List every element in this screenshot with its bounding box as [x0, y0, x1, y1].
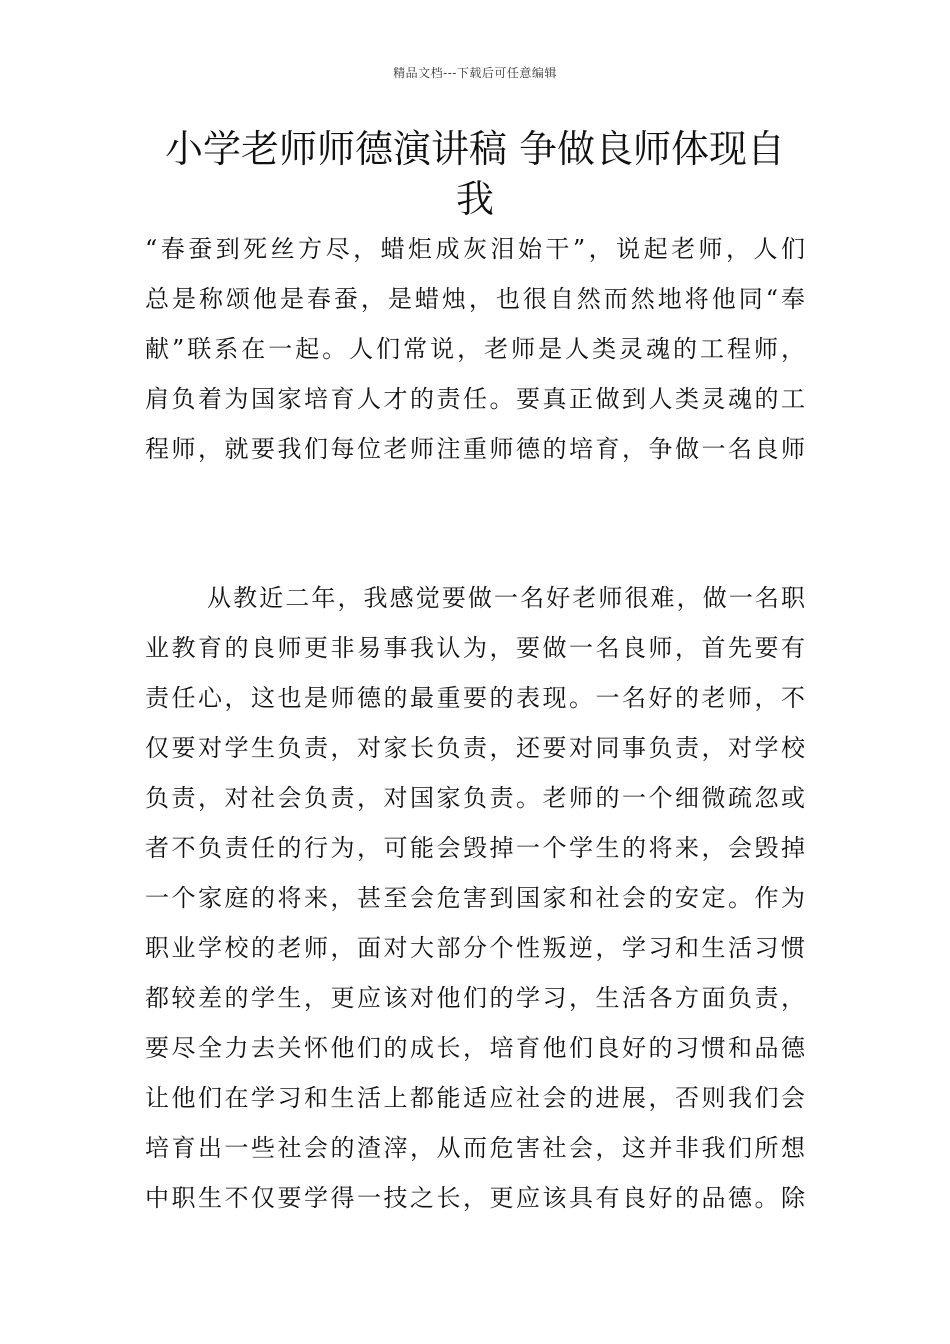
paragraph-line: 从教近二年，我感觉要做一名好老师很难，做一名职: [207, 584, 805, 612]
title-line-1: 小学老师师德演讲稿 争做良师体现自: [164, 127, 786, 171]
paragraph-line: “春蚕到死丝方尽，蜡炬成灰泪始干”，说起老师，人们: [145, 235, 805, 263]
paragraph-line: 要尽全力去关怀他们的成长，培育他们良好的习惯和品德: [145, 1034, 805, 1062]
paragraph-line: 让他们在学习和生活上都能适应社会的进展，否则我们会: [145, 1084, 805, 1112]
paragraph-line: 一个家庭的将来，甚至会危害到国家和社会的安定。作为: [145, 884, 805, 912]
paragraph-line: 都较差的学生，更应该对他们的学习，生活各方面负责，: [145, 984, 805, 1012]
paragraph-line: 业教育的良师更非易事我认为，要做一名良师，首先要有: [145, 634, 805, 662]
paragraph-line: 献”联系在一起。人们常说，老师是人类灵魂的工程师，: [145, 335, 805, 363]
paragraph-1: [145, 224, 805, 474]
page-header: 精品文档---下载后可任意编辑: [393, 66, 557, 80]
paragraph-line: 培育出一些社会的渣滓，从而危害社会，这并非我们所想: [145, 1134, 805, 1162]
paragraph-line: 责任心，这也是师德的最重要的表现。一名好的老师，不: [145, 684, 805, 712]
paragraph-line: 负责，对社会负责，对国家负责。老师的一个细微疏忽或: [145, 784, 805, 812]
paragraph-line: 程师，就要我们每位老师注重师德的培育，争做一名良师: [145, 435, 805, 463]
paragraph-2: [145, 573, 805, 1223]
title-line-2: 我: [455, 177, 494, 221]
paragraph-line: 总是称颂他是春蚕，是蜡烛，也很自然而然地将他同“奉: [145, 285, 805, 313]
document-title: [145, 124, 805, 224]
paragraph-line: 者不负责任的行为，可能会毁掉一个学生的将来，会毁掉: [145, 834, 805, 862]
paragraph-line: 中职生不仅要学得一技之长，更应该具有良好的品德。除: [145, 1184, 805, 1212]
paragraph-line: 仅要对学生负责，对家长负责，还要对同事负责，对学校: [145, 734, 805, 762]
paragraph-line: 职业学校的老师，面对大部分个性叛逆，学习和生活习惯: [145, 934, 805, 962]
paragraph-line: 肩负着为国家培育人才的责任。要真正做到人类灵魂的工: [145, 385, 805, 413]
